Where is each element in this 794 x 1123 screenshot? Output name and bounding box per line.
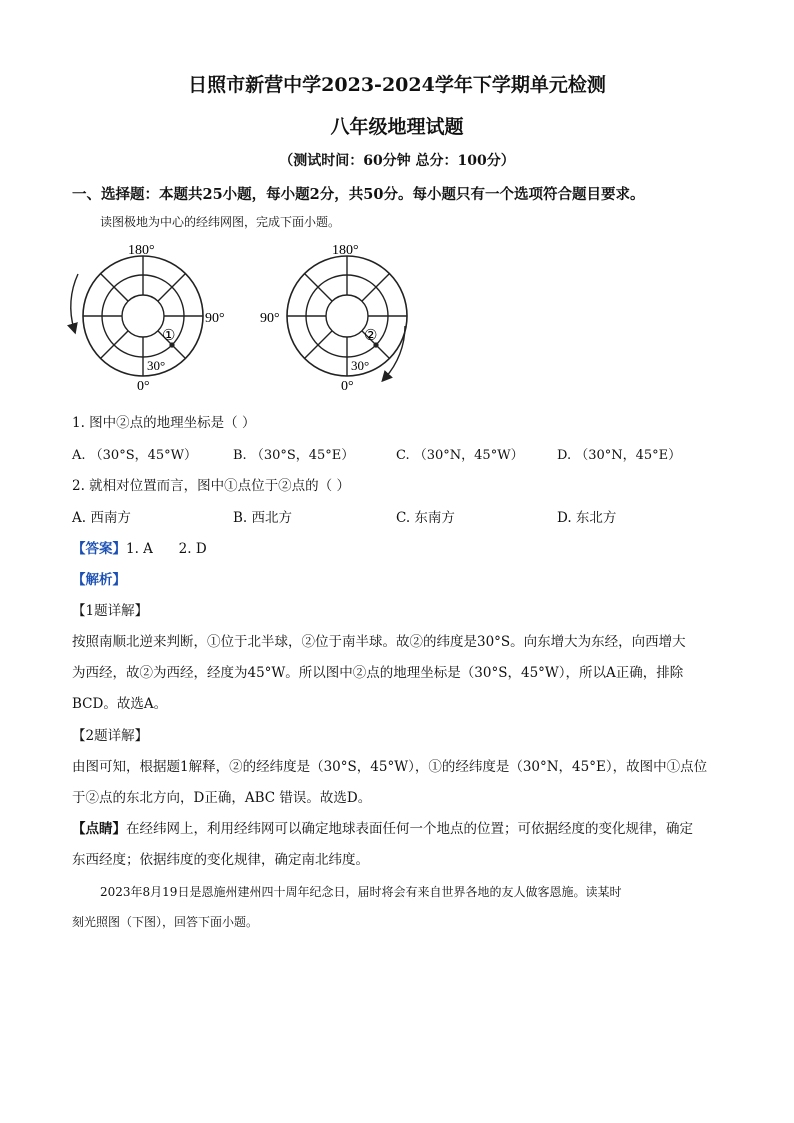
answer-text: 1. A 2. D	[126, 541, 207, 557]
left-label-30: 30°	[147, 358, 166, 373]
detail-2-line-2: 于②点的东北方向，D正确，ABC 错误。故选D。	[72, 790, 372, 806]
section1-intro: 读图极地为中心的经纬网图，完成下面小题。	[100, 215, 341, 229]
rotation-arrow-left	[71, 274, 78, 329]
detail-2-tag: 【2题详解】	[72, 728, 149, 744]
section1-heading: 一、选择题：本题共25小题，每小题2分，共50分。每小题只有一个选项符合题目要求。	[72, 186, 645, 203]
north-pole-diagram	[71, 256, 203, 376]
tip-line-1: 在经纬网上，利用经纬网可以确定地球表面任何一个地点的位置；可依据经度的变化规律，确定	[126, 821, 693, 837]
question-1-stem: 1. 图中②点的地理坐标是（ ）	[72, 415, 256, 431]
question-1-option-d[interactable]: D. （30°N，45°E）	[557, 448, 682, 463]
question-1-option-c[interactable]: C. （30°N，45°W）	[396, 448, 524, 463]
right-label-30: 30°	[351, 358, 370, 373]
next-intro-line-1: 2023年8月19日是恩施州建州四十周年纪念日，届时将会有来自世界各地的友人做客恩施。读某时	[100, 885, 622, 899]
exam-info: （测试时间：60分钟 总分：100分）	[279, 153, 515, 169]
detail-1-line-3: BCD。故选A。	[72, 696, 168, 712]
question-2-option-c[interactable]: C. 东南方	[396, 510, 455, 526]
question-2-option-a[interactable]: A. 西南方	[72, 510, 131, 526]
exam-title: 日照市新营中学2023-2024学年下学期单元检测	[188, 74, 606, 96]
left-label-180: 180°	[128, 243, 155, 258]
question-1-option-b[interactable]: B. （30°S，45°E）	[233, 448, 355, 463]
answer-tag: 【答案】	[72, 541, 126, 557]
right-label-180: 180°	[332, 243, 359, 258]
next-intro-line-2: 刻光照图（下图），回答下面小题。	[72, 915, 259, 929]
detail-1-line-1: 按照南顺北逆来判断，①位于北半球，②位于南半球。故②的纬度是30°S。向东增大为东经，向西增大	[72, 634, 686, 650]
tip-line-2: 东西经度；依据纬度的变化规律，确定南北纬度。	[72, 852, 369, 868]
tip-block	[72, 817, 693, 837]
south-pole-diagram	[287, 256, 407, 378]
right-label-90: 90°	[260, 311, 280, 326]
point-1-label: ①	[162, 328, 176, 344]
left-label-0: 0°	[137, 379, 150, 394]
question-1-option-a[interactable]: A. （30°S，45°W）	[72, 448, 198, 463]
left-label-90: 90°	[205, 311, 225, 326]
question-2-option-b[interactable]: B. 西北方	[233, 510, 293, 526]
tip-tag: 【点睛】	[72, 821, 126, 837]
question-2-option-d[interactable]: D. 东北方	[557, 510, 617, 526]
graticule-figure	[62, 240, 422, 395]
analysis-tag: 【解析】	[72, 572, 126, 588]
detail-2-line-1: 由图可知，根据题1解释，②的经纬度是（30°S，45°W），①的经纬度是（30°N，45°E），故图中①点位	[72, 759, 708, 775]
point-2-label: ②	[364, 328, 378, 344]
detail-1-line-2: 为西经，故②为西经，经度为45°W。所以图中②点的地理坐标是（30°S，45°W），所以A正确，排除	[72, 665, 684, 681]
answer-block	[72, 537, 207, 557]
exam-subtitle: 八年级地理试题	[330, 116, 464, 138]
question-2-stem: 2. 就相对位置而言，图中①点位于②点的（ ）	[72, 478, 350, 494]
right-label-0: 0°	[341, 379, 354, 394]
detail-1-tag: 【1题详解】	[72, 603, 149, 619]
